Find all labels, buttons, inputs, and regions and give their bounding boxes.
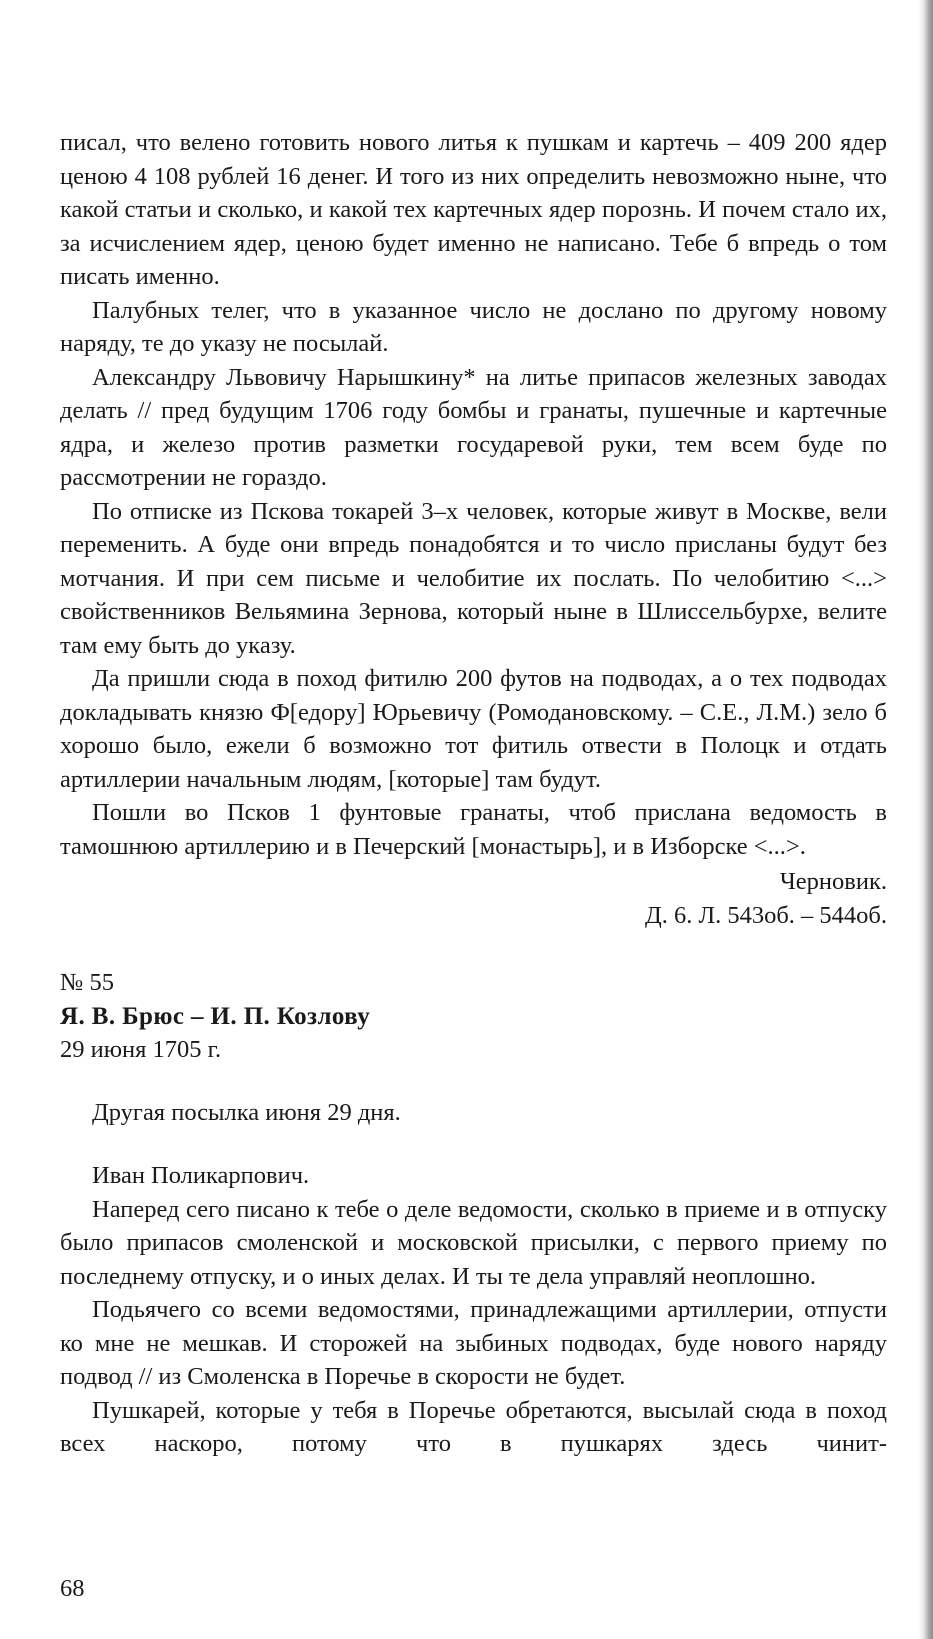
document-salutation: Иван Поликарпович. (92, 1162, 310, 1189)
prev-paragraph-1: писал, что велено готовить нового литья к пушкам и картечь – 409 200 ядер ценою 4 108 рублей 16 денег. И того из них определить невозможно ныне, что какой статьи и сколько, и какой тех картечных ядер порознь. И почем стало их, за исчислением ядер, ценою будет именно не написано. Тебе б впредь о том писать именно. (60, 129, 887, 290)
prev-paragraph-4: По отписке из Пскова токарей 3–х человек, которые живут в Москве, вели переменить. А буде они впредь понадобятся и то число присланы будут без мотчания. И при сем письме и челобитие их послать. По челобитию <...> свойственников Вельямина Зернова, который ныне в Шлиссельбурхе, велите там ему быть до указу. (60, 497, 887, 659)
prev-paragraph-3: Александру Львовичу Нарышкину* на литье припасов железных заводах делать // пред будущим 1706 году бомбы и гранаты, пушечные и картечные ядра, и железо против разметки государевой руки, тем всем буде по рассмотрении не гораздо. (60, 363, 887, 491)
prev-paragraph-5: Да пришли сюда в поход фитилю 200 футов на подводах, а о тех подводах докладывать князю Ф[едору] Юрьевичу (Ромодановскому. – С.Е., Л.М.) зело б хорошо было, ежели б возможно тот фитиль отвести в Полоцк и отдать артиллерии начальным людям, [которые] там будут. (60, 665, 887, 793)
doc-paragraph-3: Пушкарей, которые у тебя в Поречье обретаются, высылай сюда в поход всех наскоро, потому что в пушкарях здесь чинит- (60, 1396, 887, 1457)
document-note: Другая посылка июня 29 дня. (92, 1098, 401, 1126)
page-text (60, 126, 887, 1461)
page-number: 68 (60, 1575, 85, 1602)
doc-paragraph-2: Подьячего со всеми ведомостями, принадлежащими артиллерии, отпусти ко мне не мешкав. И сторожей на зыбиных подводах, буде нового наряду подвод // из Смоленска в Поречье в скорости не будет. (60, 1296, 887, 1390)
doc-paragraph-1: Наперед сего писано к тебе о деле ведомости, сколько в приеме и в отпуску было припасов смоленской и московской присылки, с первого приему по последнему отпуску, и о иных делах. И ты те дела управляй неоплошно. (60, 1195, 887, 1290)
document-date: 29 июня 1705 г. (60, 1036, 222, 1063)
page-edge-shadow (919, 0, 933, 1639)
source-draft-label: Черновик. (779, 868, 887, 895)
document-number: № 55 (60, 969, 115, 996)
source-reference: Д. 6. Л. 543об. – 544об. (644, 901, 887, 929)
document-title: Я. В. Брюс – И. П. Козлову (60, 1002, 371, 1030)
prev-paragraph-6: Пошли во Псков 1 фунтовые гранаты, чтоб прислана ведомость в тамошнюю артиллерию и в Печерский [монастырь], и в Изборске <...>. (60, 799, 887, 860)
prev-paragraph-2: Палубных телег, что в указанное число не дослано по другому новому наряду, те до указу не посылай. (60, 296, 887, 357)
